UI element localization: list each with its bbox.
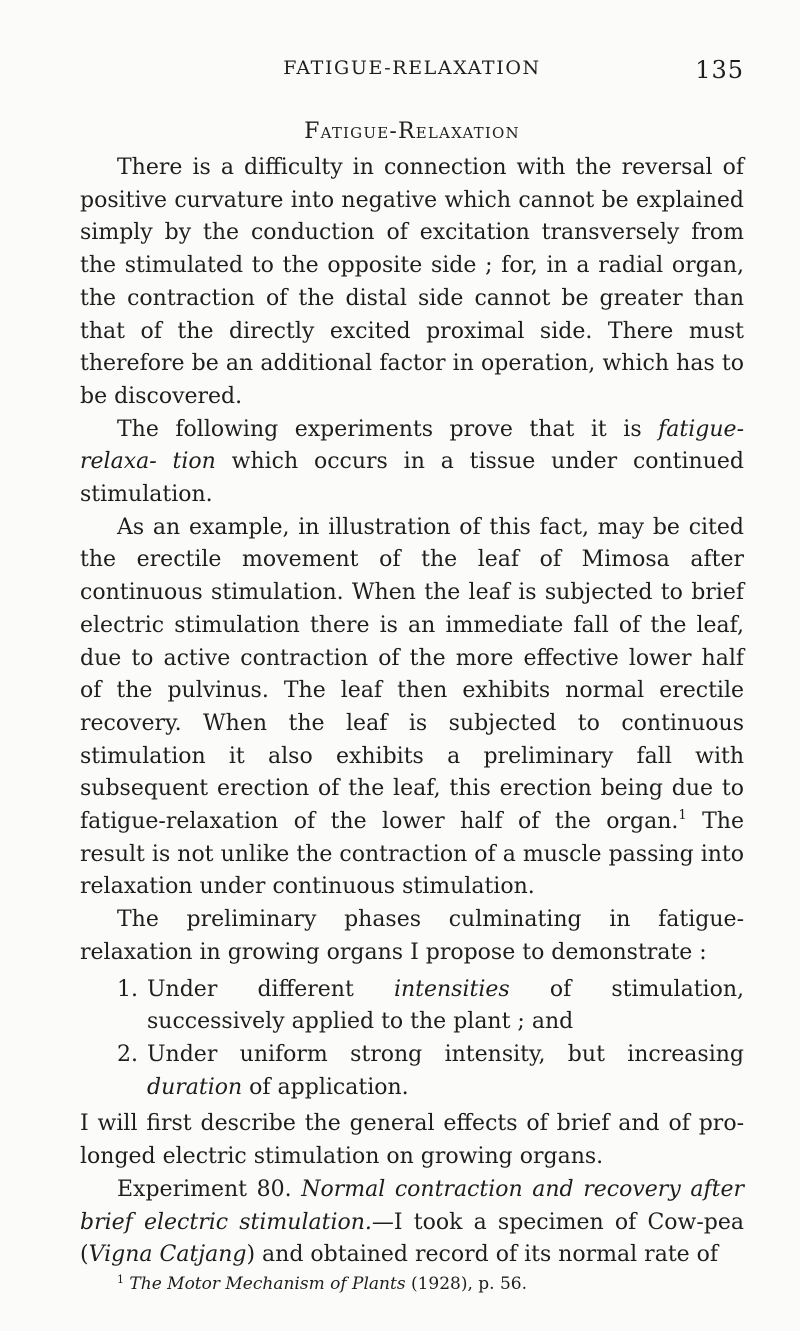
numbered-list	[80, 974, 744, 1105]
paragraph-3	[80, 512, 744, 904]
running-title: FATIGUE-RELAXATION	[283, 57, 541, 79]
paragraph-6-text-b: —I took a specimen of Cow-pea (	[80, 1209, 745, 1268]
footnote-reference[interactable]: 1	[678, 808, 687, 824]
paragraph-3-text-a: As an example, in illustration of this fact, may be cited the erectile movement of the leaf of Mimosa after continuous stimulation. When the leaf is subjected to brief electric stimulation there is an immediate fall of the leaf, due to active contraction of the more effective lower half of the pulvinus. The leaf then exhibits normal erectile recovery. When the leaf is subjected to continuous stimulation it also exhibits a preliminary fall with subsequent erection of the leaf, this erection being due to fatigue-relaxation of the lower half of the organ.	[80, 514, 744, 835]
list-item-number: 2.	[117, 1041, 138, 1067]
list-item-text-b: of application.	[242, 1074, 409, 1100]
paragraph-1: There is a difficulty in connection with the reversal of positive curvature into negative which cannot be explained simply by the conduction of excitation transversely from the stimulated to the opposite side ; for, in a radial organ, the contraction of the distal side cannot be greater than that of the directly excited proximal side. There must therefore be an additional factor in operation, which has to be discovered.	[80, 155, 744, 409]
list-item	[80, 974, 744, 1039]
footnote	[80, 1273, 744, 1295]
paragraph-3-text-b: The result is not unlike the contraction of a muscle passing into relaxation under continuous stimulation.	[80, 809, 744, 900]
paragraph-5: I will first describe the general effects of brief and of pro- longed electric stimulation on growing organs.	[80, 1111, 744, 1170]
paragraph-6	[80, 1174, 744, 1272]
paragraph-2	[80, 414, 744, 512]
page-number: 135	[695, 56, 744, 84]
paragraph-6-text-a: Experiment 80.	[117, 1176, 302, 1202]
experiment-title: Normal contraction and recovery after brief electric stimulation.	[80, 1176, 744, 1235]
footnote-citation: (1928), p. 56.	[405, 1273, 528, 1294]
list-item-text-a: Under different	[147, 976, 394, 1002]
paragraph-2-text-a: The following experiments prove that it is	[117, 416, 659, 442]
section-heading: Fatigue-Relaxation	[304, 119, 520, 144]
species-name: Vigna Catjang	[88, 1242, 247, 1268]
paragraph-6-text-c: ) and obtained record of its normal rate of	[246, 1242, 719, 1268]
footnote-title: The Motor Mechanism of Plants	[129, 1273, 406, 1294]
list-item-italic: intensities	[393, 976, 510, 1002]
list-item-text-a: Under uniform strong intensity, but increasing	[147, 1041, 744, 1067]
body-text	[80, 152, 744, 1272]
paragraph-2-text-b: which occurs in a tissue under continued stimulation.	[80, 449, 744, 508]
footnote-mark: 1	[117, 1272, 124, 1286]
paragraph-2-italic: fatigue-relaxa- tion	[80, 416, 744, 475]
list-item-number: 1.	[117, 976, 138, 1002]
running-header	[80, 54, 744, 84]
list-item	[80, 1039, 744, 1104]
book-page	[80, 54, 744, 1295]
list-item-italic: duration	[147, 1074, 243, 1100]
list-item-text-b: of stimulation, successively applied to the plant ; and	[147, 976, 744, 1035]
paragraph-4: The preliminary phases culminating in fatigue-relaxation in growing organs I propose to demonstrate :	[80, 907, 744, 965]
